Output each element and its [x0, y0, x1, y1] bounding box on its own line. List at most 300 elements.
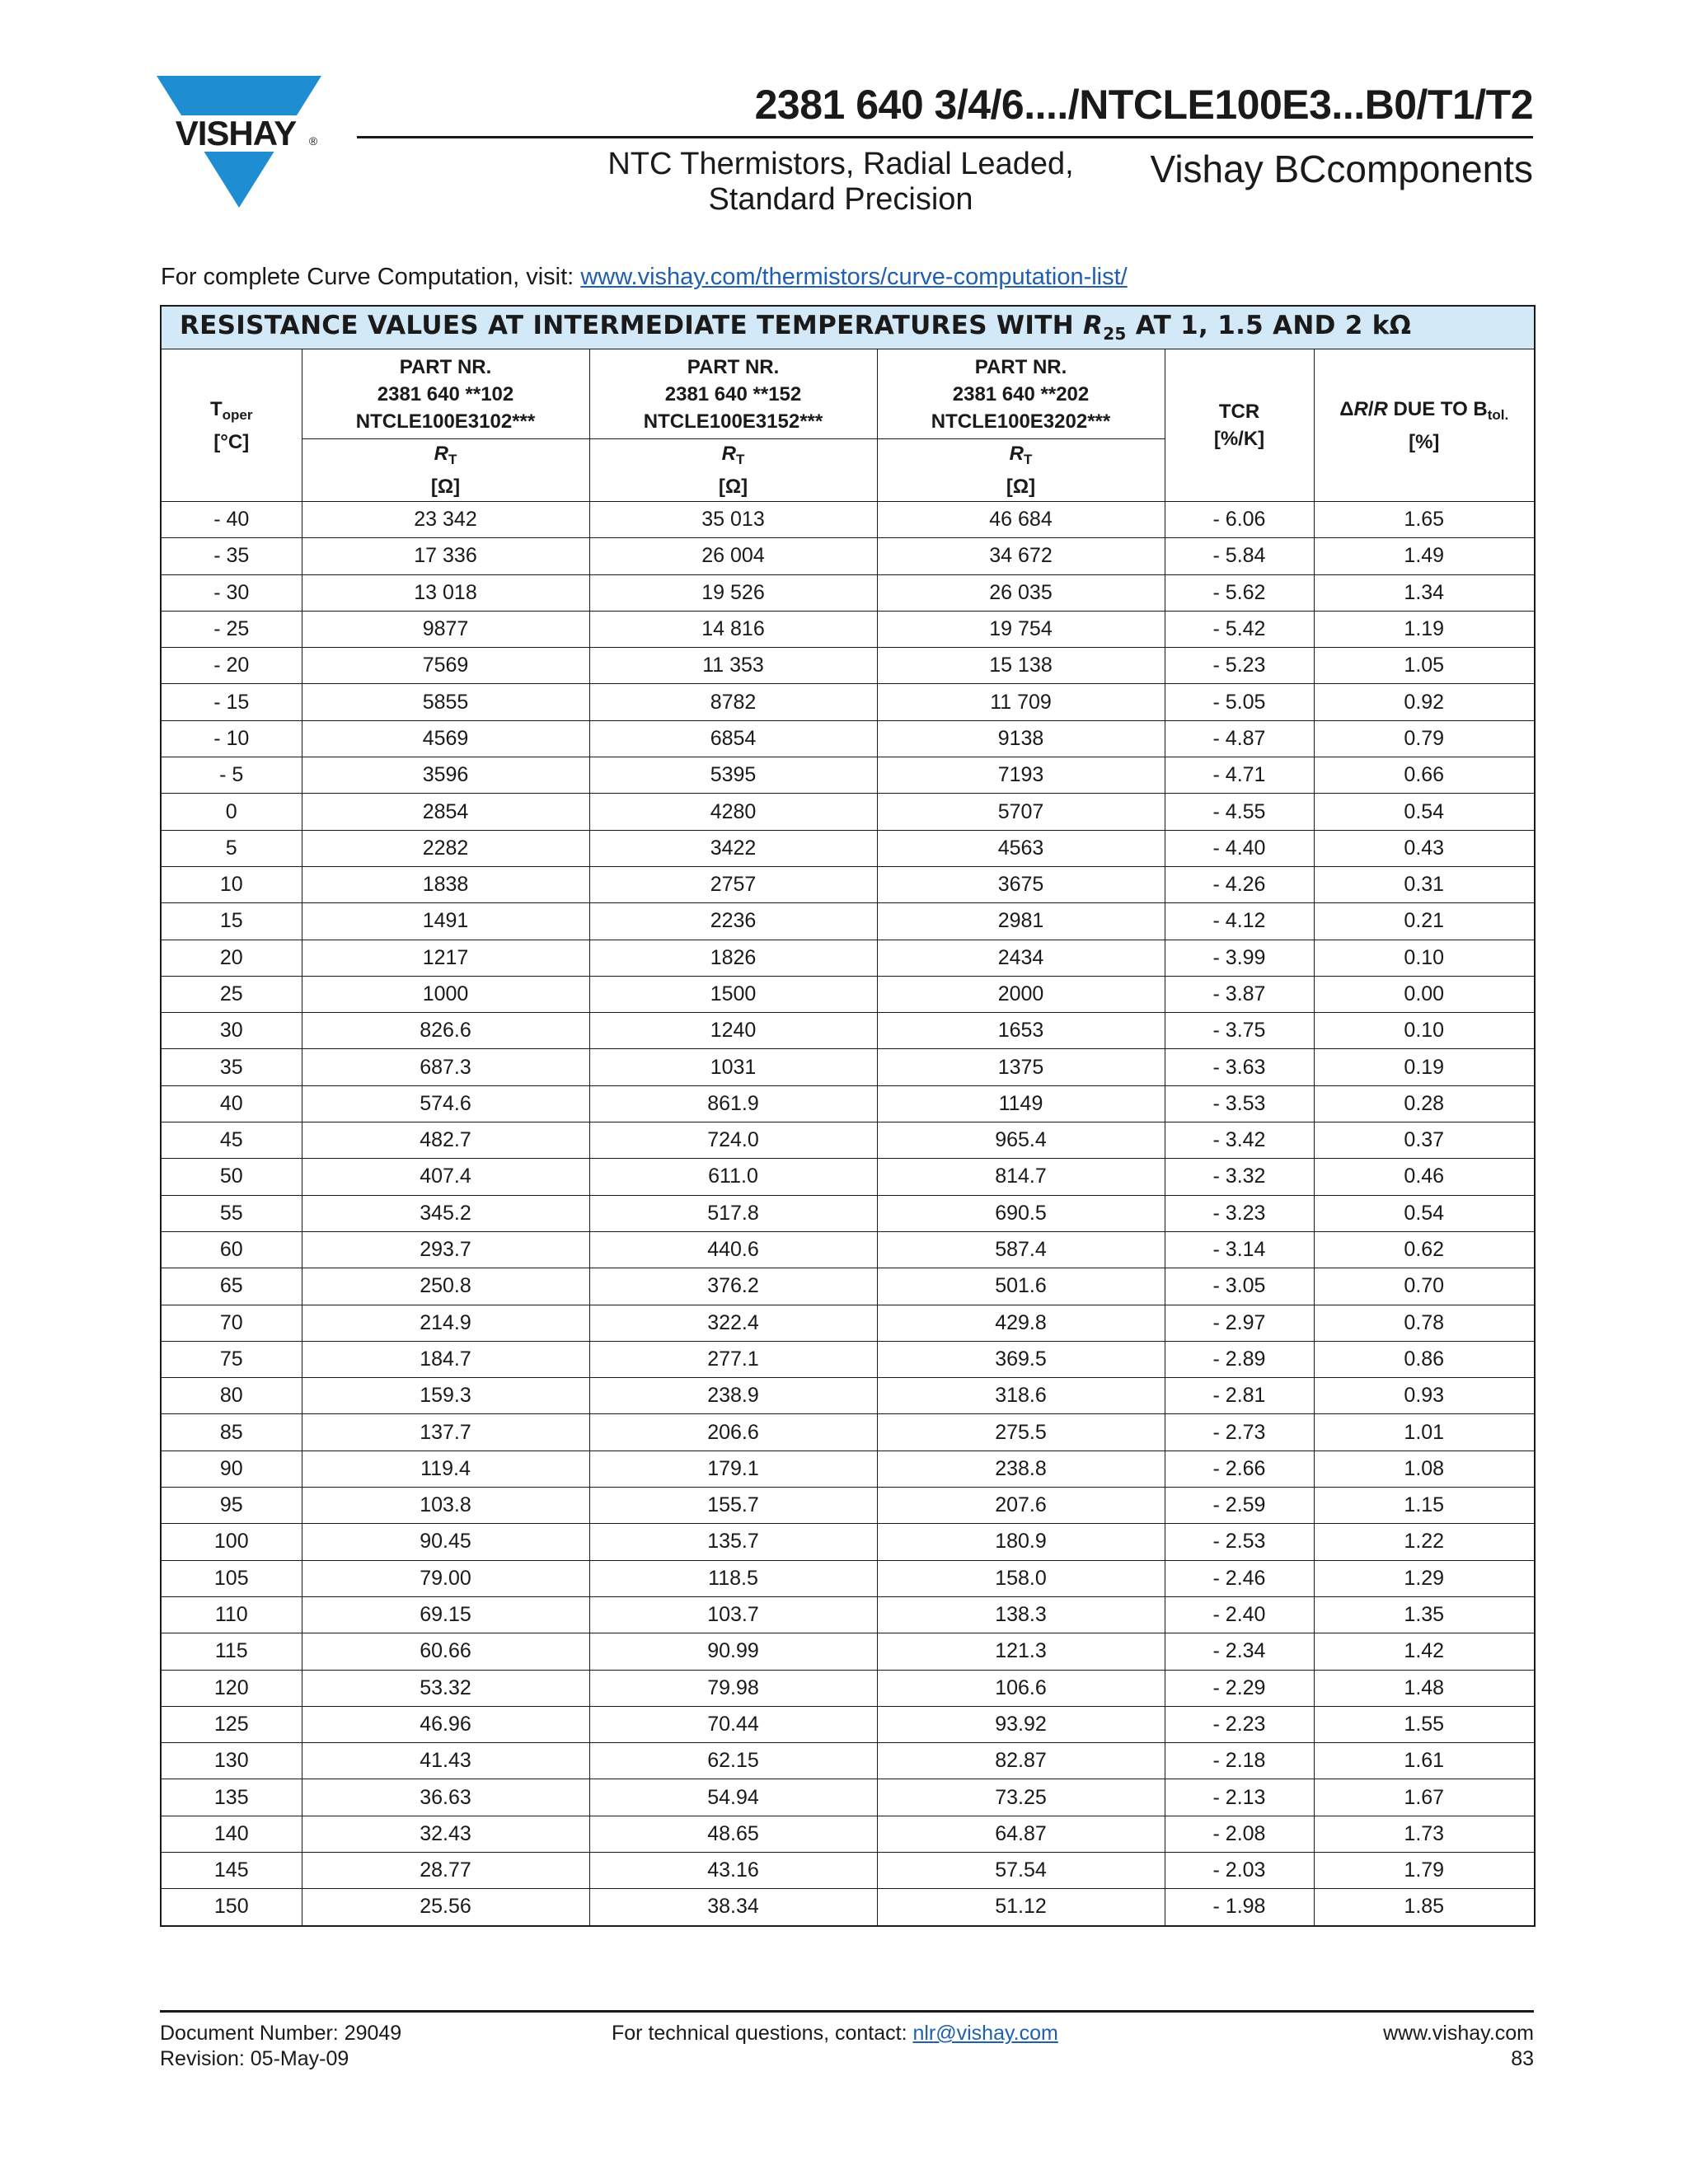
rt-part2-cell: 2236: [589, 903, 877, 940]
tcr-cell: - 2.53: [1165, 1524, 1314, 1560]
tcr-cell: - 2.03: [1165, 1852, 1314, 1888]
tcr-cell: - 2.34: [1165, 1633, 1314, 1670]
rt-part1-cell: 90.45: [302, 1524, 589, 1560]
rt-part3-cell: 3675: [877, 866, 1165, 902]
delta-r-cell: 0.54: [1314, 1195, 1535, 1231]
rt-part2-cell: 26 004: [589, 538, 877, 574]
rt-part1-cell: 184.7: [302, 1341, 589, 1377]
col-header-part-2: PART NR. 2381 640 **152 NTCLE100E3152***: [589, 349, 877, 439]
rt-part3-cell: 1653: [877, 1013, 1165, 1049]
rt-part1-cell: 28.77: [302, 1852, 589, 1888]
rt-part1-cell: 60.66: [302, 1633, 589, 1670]
tcr-cell: - 5.23: [1165, 648, 1314, 684]
rt-part1-cell: 69.15: [302, 1596, 589, 1633]
table-row: [161, 1414, 1535, 1451]
delta-r-cell: 1.67: [1314, 1779, 1535, 1816]
tcr-cell: - 2.18: [1165, 1743, 1314, 1779]
rt-part2-cell: 611.0: [589, 1159, 877, 1195]
temperature-cell: 100: [161, 1524, 302, 1560]
table-body: [161, 502, 1535, 1926]
rt-part1-cell: 687.3: [302, 1049, 589, 1085]
table-row: [161, 1378, 1535, 1414]
revision-date: Revision: 05-May-09: [160, 2047, 349, 2070]
rt-part2-cell: 5395: [589, 757, 877, 794]
temperature-cell: 55: [161, 1195, 302, 1231]
temperature-cell: 135: [161, 1779, 302, 1816]
rt-part3-cell: 158.0: [877, 1560, 1165, 1596]
tcr-cell: - 3.23: [1165, 1195, 1314, 1231]
rt-part2-cell: 440.6: [589, 1231, 877, 1268]
temperature-cell: - 5: [161, 757, 302, 794]
table-row: [161, 866, 1535, 902]
table-row: [161, 1524, 1535, 1560]
temperature-cell: 15: [161, 903, 302, 940]
tcr-cell: - 4.12: [1165, 903, 1314, 940]
tcr-cell: - 2.13: [1165, 1779, 1314, 1816]
rt-part1-cell: 4569: [302, 720, 589, 757]
rt-part3-cell: 15 138: [877, 648, 1165, 684]
rt-part2-cell: 35 013: [589, 502, 877, 538]
tcr-cell: - 2.73: [1165, 1414, 1314, 1451]
rt-part2-cell: 48.65: [589, 1816, 877, 1852]
rt-part1-cell: 36.63: [302, 1779, 589, 1816]
table-row: [161, 1122, 1535, 1159]
rt-part3-cell: 34 672: [877, 538, 1165, 574]
delta-r-cell: 0.46: [1314, 1159, 1535, 1195]
rt-part1-cell: 41.43: [302, 1743, 589, 1779]
rt-part1-cell: 53.32: [302, 1670, 589, 1706]
delta-r-cell: 1.01: [1314, 1414, 1535, 1451]
temperature-cell: 130: [161, 1743, 302, 1779]
vishay-logo: [157, 76, 321, 208]
document-subtitle: [585, 147, 1096, 218]
rt-part3-cell: 9138: [877, 720, 1165, 757]
rt-part3-cell: 1375: [877, 1049, 1165, 1085]
table-row: [161, 1451, 1535, 1487]
table-row: [161, 1488, 1535, 1524]
col-header-tcr: TCR [%/K]: [1165, 349, 1314, 502]
delta-r-cell: 1.48: [1314, 1670, 1535, 1706]
temperature-cell: 40: [161, 1085, 302, 1122]
rt-part3-cell: 501.6: [877, 1268, 1165, 1305]
tcr-cell: - 2.66: [1165, 1451, 1314, 1487]
rt-part2-cell: 62.15: [589, 1743, 877, 1779]
delta-r-cell: 0.92: [1314, 684, 1535, 720]
tcr-cell: - 3.75: [1165, 1013, 1314, 1049]
tcr-cell: - 3.14: [1165, 1231, 1314, 1268]
rt-part1-cell: 25.56: [302, 1889, 589, 1926]
rt-part1-cell: 293.7: [302, 1231, 589, 1268]
table-row: [161, 757, 1535, 794]
delta-r-cell: 0.43: [1314, 830, 1535, 866]
rt-part3-cell: 318.6: [877, 1378, 1165, 1414]
tcr-cell: - 6.06: [1165, 502, 1314, 538]
table-row: [161, 1743, 1535, 1779]
page-number: 83: [1511, 2047, 1534, 2070]
document-title: 2381 640 3/4/6..../NTCLE100E3...B0/T1/T2: [754, 82, 1533, 128]
rt-part3-cell: 429.8: [877, 1305, 1165, 1341]
rt-part3-cell: 2000: [877, 976, 1165, 1012]
tcr-cell: - 3.32: [1165, 1159, 1314, 1195]
tcr-cell: - 2.59: [1165, 1488, 1314, 1524]
rt-part1-cell: 407.4: [302, 1159, 589, 1195]
rt-part1-cell: 7569: [302, 648, 589, 684]
table-row: [161, 903, 1535, 940]
delta-r-cell: 0.37: [1314, 1122, 1535, 1159]
rt-part1-cell: 137.7: [302, 1414, 589, 1451]
temperature-cell: 20: [161, 940, 302, 976]
table-row: [161, 1706, 1535, 1742]
table-row: [161, 720, 1535, 757]
header-divider: [357, 136, 1533, 138]
rt-part1-cell: 159.3: [302, 1378, 589, 1414]
delta-r-cell: 1.29: [1314, 1560, 1535, 1596]
delta-r-cell: 0.62: [1314, 1231, 1535, 1268]
rt-part1-cell: 23 342: [302, 502, 589, 538]
rt-part1-cell: 250.8: [302, 1268, 589, 1305]
tcr-cell: - 2.97: [1165, 1305, 1314, 1341]
temperature-cell: - 35: [161, 538, 302, 574]
footer-contact: [612, 2021, 1058, 2046]
delta-r-cell: 1.85: [1314, 1889, 1535, 1926]
delta-r-cell: 0.00: [1314, 976, 1535, 1012]
table-row: [161, 1085, 1535, 1122]
rt-part3-cell: 814.7: [877, 1159, 1165, 1195]
delta-r-cell: 1.61: [1314, 1743, 1535, 1779]
tcr-cell: - 2.29: [1165, 1670, 1314, 1706]
rt-part3-cell: 93.92: [877, 1706, 1165, 1742]
tcr-cell: - 3.63: [1165, 1049, 1314, 1085]
rt-part3-cell: 180.9: [877, 1524, 1165, 1560]
rt-part2-cell: 861.9: [589, 1085, 877, 1122]
temperature-cell: 140: [161, 1816, 302, 1852]
delta-r-cell: 0.86: [1314, 1341, 1535, 1377]
rt-part2-cell: 19 526: [589, 574, 877, 611]
tcr-cell: - 4.26: [1165, 866, 1314, 902]
rt-part1-cell: 1217: [302, 940, 589, 976]
table-title-suffix: AT 1, 1.5 AND 2 kΩ: [1126, 311, 1412, 341]
rt-part2-cell: 322.4: [589, 1305, 877, 1341]
rt-part3-cell: 275.5: [877, 1414, 1165, 1451]
delta-r-cell: 0.31: [1314, 866, 1535, 902]
tcr-cell: - 4.40: [1165, 830, 1314, 866]
tcr-cell: - 5.42: [1165, 611, 1314, 647]
temperature-cell: - 15: [161, 684, 302, 720]
rt-part3-cell: 57.54: [877, 1852, 1165, 1888]
tcr-cell: - 2.89: [1165, 1341, 1314, 1377]
table-title: [161, 306, 1535, 349]
contact-text: For technical questions, contact:: [612, 2022, 913, 2045]
rt-part1-cell: 17 336: [302, 538, 589, 574]
rt-part2-cell: 1826: [589, 940, 877, 976]
rt-part3-cell: 1149: [877, 1085, 1165, 1122]
table-row: [161, 1596, 1535, 1633]
table-title-r-sub: 25: [1103, 324, 1127, 344]
rt-part1-cell: 214.9: [302, 1305, 589, 1341]
rt-part1-cell: 32.43: [302, 1816, 589, 1852]
rt-part3-cell: 238.8: [877, 1451, 1165, 1487]
table-row: [161, 830, 1535, 866]
table-row: [161, 1341, 1535, 1377]
col-header-part-3: PART NR. 2381 640 **202 NTCLE100E3202***: [877, 349, 1165, 439]
tcr-cell: - 4.55: [1165, 794, 1314, 830]
temperature-cell: 35: [161, 1049, 302, 1085]
rt-part2-cell: 238.9: [589, 1378, 877, 1414]
delta-r-cell: 0.10: [1314, 1013, 1535, 1049]
table-row: [161, 1670, 1535, 1706]
table-row: [161, 1231, 1535, 1268]
table-row: [161, 1779, 1535, 1816]
delta-r-cell: 1.15: [1314, 1488, 1535, 1524]
delta-r-cell: 0.70: [1314, 1268, 1535, 1305]
rt-part1-cell: 5855: [302, 684, 589, 720]
rt-part2-cell: 1240: [589, 1013, 877, 1049]
rt-part1-cell: 574.6: [302, 1085, 589, 1122]
tcr-cell: - 2.23: [1165, 1706, 1314, 1742]
rt-part3-cell: 121.3: [877, 1633, 1165, 1670]
logo-registered-mark: ®: [308, 134, 318, 148]
tcr-cell: - 2.08: [1165, 1816, 1314, 1852]
delta-r-cell: 0.93: [1314, 1378, 1535, 1414]
rt-part2-cell: 179.1: [589, 1451, 877, 1487]
rt-part2-cell: 376.2: [589, 1268, 877, 1305]
rt-part2-cell: 103.7: [589, 1596, 877, 1633]
rt-part3-cell: 2434: [877, 940, 1165, 976]
tcr-cell: - 3.05: [1165, 1268, 1314, 1305]
tcr-cell: - 2.81: [1165, 1378, 1314, 1414]
delta-r-cell: 0.66: [1314, 757, 1535, 794]
contact-email-link[interactable]: nlr@vishay.com: [912, 2022, 1058, 2045]
rt-part3-cell: 207.6: [877, 1488, 1165, 1524]
curve-computation-note: [161, 264, 1128, 291]
tcr-cell: - 5.84: [1165, 538, 1314, 574]
table-row: [161, 1633, 1535, 1670]
rt-part2-cell: 11 353: [589, 648, 877, 684]
tcr-cell: - 5.62: [1165, 574, 1314, 611]
rt-part2-cell: 118.5: [589, 1560, 877, 1596]
rt-part2-cell: 90.99: [589, 1633, 877, 1670]
rt-part3-cell: 46 684: [877, 502, 1165, 538]
delta-r-cell: 1.55: [1314, 1706, 1535, 1742]
table-row: [161, 648, 1535, 684]
rt-part1-cell: 345.2: [302, 1195, 589, 1231]
col-header-delta-r: ΔR/R DUE TO $B_{tol.}$ [%]: [1314, 349, 1535, 502]
footer-divider: [160, 2010, 1534, 2013]
table-title-r: R: [1083, 311, 1104, 341]
delta-r-cell: 0.54: [1314, 794, 1535, 830]
delta-r-cell: 0.19: [1314, 1049, 1535, 1085]
temperature-cell: - 20: [161, 648, 302, 684]
temperature-cell: 95: [161, 1488, 302, 1524]
rt-part2-cell: 135.7: [589, 1524, 877, 1560]
table-row: [161, 1305, 1535, 1341]
delta-r-cell: 1.79: [1314, 1852, 1535, 1888]
delta-r-cell: 0.28: [1314, 1085, 1535, 1122]
tcr-cell: - 2.40: [1165, 1596, 1314, 1633]
temperature-cell: 85: [161, 1414, 302, 1451]
footer-document-info: [160, 2021, 401, 2072]
table-row: [161, 1852, 1535, 1888]
temperature-cell: - 25: [161, 611, 302, 647]
rt-part2-cell: 54.94: [589, 1779, 877, 1816]
rt-part2-cell: 8782: [589, 684, 877, 720]
delta-r-cell: 1.73: [1314, 1816, 1535, 1852]
rt-part3-cell: 106.6: [877, 1670, 1165, 1706]
table-row: [161, 1816, 1535, 1852]
tcr-cell: - 5.05: [1165, 684, 1314, 720]
rt-part3-cell: 587.4: [877, 1231, 1165, 1268]
tcr-cell: - 3.87: [1165, 976, 1314, 1012]
rt-part1-cell: 79.00: [302, 1560, 589, 1596]
rt-part2-cell: 1031: [589, 1049, 877, 1085]
col-header-rt-3: $R_T$ [Ω]: [877, 439, 1165, 502]
rt-part2-cell: 1500: [589, 976, 877, 1012]
delta-r-cell: 1.34: [1314, 574, 1535, 611]
tcr-cell: - 4.71: [1165, 757, 1314, 794]
rt-part3-cell: 64.87: [877, 1816, 1165, 1852]
table-row: [161, 574, 1535, 611]
subtitle-line-2: Standard Precision: [708, 182, 973, 217]
temperature-cell: 50: [161, 1159, 302, 1195]
temperature-cell: 30: [161, 1013, 302, 1049]
table-row: [161, 940, 1535, 976]
temperature-cell: 45: [161, 1122, 302, 1159]
table-row: [161, 1268, 1535, 1305]
temperature-cell: 0: [161, 794, 302, 830]
delta-r-cell: 1.65: [1314, 502, 1535, 538]
temperature-cell: - 40: [161, 502, 302, 538]
rt-part2-cell: 517.8: [589, 1195, 877, 1231]
rt-part1-cell: 13 018: [302, 574, 589, 611]
rt-part2-cell: 79.98: [589, 1670, 877, 1706]
rt-part2-cell: 206.6: [589, 1414, 877, 1451]
temperature-cell: 75: [161, 1341, 302, 1377]
rt-part3-cell: 51.12: [877, 1889, 1165, 1926]
delta-r-cell: 1.42: [1314, 1633, 1535, 1670]
temperature-cell: 25: [161, 976, 302, 1012]
rt-part1-cell: 1000: [302, 976, 589, 1012]
table-row: [161, 1159, 1535, 1195]
col-header-part-1: PART NR. 2381 640 **102 NTCLE100E3102***: [302, 349, 589, 439]
rt-part3-cell: 73.25: [877, 1779, 1165, 1816]
temperature-cell: 65: [161, 1268, 302, 1305]
temperature-cell: 60: [161, 1231, 302, 1268]
subtitle-line-1: NTC Thermistors, Radial Leaded,: [607, 147, 1074, 181]
rt-part1-cell: 3596: [302, 757, 589, 794]
rt-part2-cell: 2757: [589, 866, 877, 902]
rt-part1-cell: 482.7: [302, 1122, 589, 1159]
rt-part2-cell: 4280: [589, 794, 877, 830]
rt-part3-cell: 5707: [877, 794, 1165, 830]
resistance-values-table: [160, 305, 1536, 1927]
table-title-prefix: RESISTANCE VALUES AT INTERMEDIATE TEMPERATURES WITH: [180, 311, 1084, 341]
tcr-cell: - 2.46: [1165, 1560, 1314, 1596]
rt-part1-cell: 9877: [302, 611, 589, 647]
temperature-cell: 80: [161, 1378, 302, 1414]
logo-wordmark: VISHAY: [175, 114, 297, 152]
temperature-cell: 110: [161, 1596, 302, 1633]
delta-r-cell: 1.49: [1314, 538, 1535, 574]
col-header-temperature: $T_{oper}$ [°C]: [161, 349, 302, 502]
rt-part2-cell: 3422: [589, 830, 877, 866]
rt-part2-cell: 70.44: [589, 1706, 877, 1742]
table-row: [161, 502, 1535, 538]
temperature-cell: 150: [161, 1889, 302, 1926]
rt-part3-cell: 965.4: [877, 1122, 1165, 1159]
curve-note-text: For complete Curve Computation, visit:: [161, 264, 581, 290]
delta-r-cell: 1.19: [1314, 611, 1535, 647]
rt-part3-cell: 11 709: [877, 684, 1165, 720]
table-row: [161, 1889, 1535, 1926]
table-row: [161, 794, 1535, 830]
temperature-cell: 120: [161, 1670, 302, 1706]
delta-r-cell: 1.05: [1314, 648, 1535, 684]
rt-part1-cell: 2854: [302, 794, 589, 830]
table-row: [161, 611, 1535, 647]
delta-r-cell: 0.78: [1314, 1305, 1535, 1341]
delta-r-cell: 0.10: [1314, 940, 1535, 976]
rt-part1-cell: 119.4: [302, 1451, 589, 1487]
temperature-cell: 10: [161, 866, 302, 902]
tcr-cell: - 3.42: [1165, 1122, 1314, 1159]
table-row: [161, 684, 1535, 720]
col-header-rt-2: $R_T$ [Ω]: [589, 439, 877, 502]
footer-right: [1383, 2021, 1534, 2072]
temperature-cell: 70: [161, 1305, 302, 1341]
rt-part3-cell: 4563: [877, 830, 1165, 866]
rt-part3-cell: 19 754: [877, 611, 1165, 647]
rt-part2-cell: 43.16: [589, 1852, 877, 1888]
rt-part1-cell: 1838: [302, 866, 589, 902]
col-header-rt-1: $R_T$ [Ω]: [302, 439, 589, 502]
table-row: [161, 1013, 1535, 1049]
tcr-cell: - 1.98: [1165, 1889, 1314, 1926]
temperature-cell: 145: [161, 1852, 302, 1888]
table-row: [161, 976, 1535, 1012]
tcr-cell: - 3.53: [1165, 1085, 1314, 1122]
rt-part2-cell: 14 816: [589, 611, 877, 647]
delta-r-cell: 1.22: [1314, 1524, 1535, 1560]
rt-part1-cell: 103.8: [302, 1488, 589, 1524]
temperature-cell: 115: [161, 1633, 302, 1670]
tcr-cell: - 3.99: [1165, 940, 1314, 976]
rt-part2-cell: 277.1: [589, 1341, 877, 1377]
rt-part3-cell: 690.5: [877, 1195, 1165, 1231]
brand-name: Vishay BCcomponents: [1150, 148, 1533, 190]
rt-part1-cell: 2282: [302, 830, 589, 866]
temperature-cell: - 10: [161, 720, 302, 757]
rt-part3-cell: 82.87: [877, 1743, 1165, 1779]
rt-part3-cell: 2981: [877, 903, 1165, 940]
delta-r-cell: 0.21: [1314, 903, 1535, 940]
rt-part2-cell: 155.7: [589, 1488, 877, 1524]
temperature-cell: - 30: [161, 574, 302, 611]
rt-part3-cell: 26 035: [877, 574, 1165, 611]
rt-part1-cell: 46.96: [302, 1706, 589, 1742]
tcr-cell: - 4.87: [1165, 720, 1314, 757]
rt-part2-cell: 724.0: [589, 1122, 877, 1159]
delta-r-cell: 1.08: [1314, 1451, 1535, 1487]
rt-part3-cell: 7193: [877, 757, 1165, 794]
website-link[interactable]: www.vishay.com: [1383, 2022, 1534, 2045]
table-row: [161, 1560, 1535, 1596]
temperature-cell: 5: [161, 830, 302, 866]
document-number: Document Number: 29049: [160, 2022, 402, 2045]
rt-part1-cell: 1491: [302, 903, 589, 940]
rt-part2-cell: 38.34: [589, 1889, 877, 1926]
curve-computation-link[interactable]: www.vishay.com/thermistors/curve-computation-list/: [580, 264, 1128, 290]
temperature-cell: 105: [161, 1560, 302, 1596]
